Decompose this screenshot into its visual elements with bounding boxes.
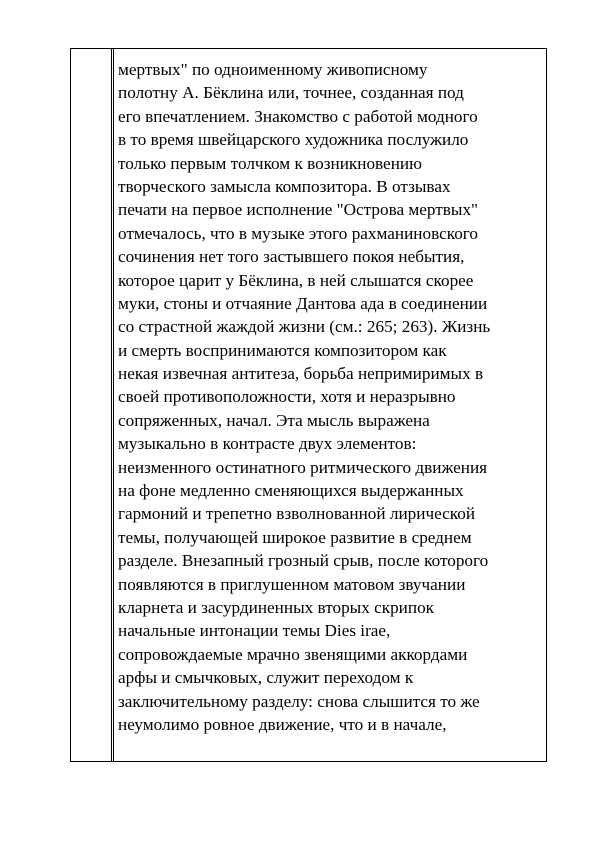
text-line: начальные интонации темы Dies irae, xyxy=(118,621,391,641)
text-line: печати на первое исполнение "Острова мертвых" xyxy=(118,200,479,220)
text-line: которое царит у Бёклина, в ней слышатся скорее xyxy=(118,270,474,290)
text-line: его впечатлением. Знакомство с работой модного xyxy=(118,106,478,126)
text-line: арфы и смычковых, служит переходом к xyxy=(118,668,414,688)
table-column-divider xyxy=(111,49,112,761)
text-line: творческого замысла композитора. В отзывах xyxy=(118,176,451,196)
text-line: со страстной жаждой жизни (см.: 265; 263). Жизнь xyxy=(118,317,491,337)
text-line: сопровождаемые мрачно звенящими аккордами xyxy=(118,644,468,664)
table-column-divider xyxy=(113,49,114,761)
body-text xyxy=(118,58,546,736)
text-line: неизменного остинатного ритмического движения xyxy=(118,457,488,477)
text-line: музыкально в контрасте двух элементов: xyxy=(118,434,417,454)
text-line: появляются в приглушенном матовом звучании xyxy=(118,574,466,594)
text-line: гармоний и трепетно взволнованной лирической xyxy=(118,504,476,524)
text-line: в то время швейцарского художника послужило xyxy=(118,130,469,150)
text-line: мертвых" по одноименному живописному xyxy=(118,60,428,79)
text-line: только первым толчком к возникновению xyxy=(118,153,422,173)
text-line: своей противоположности, хотя и неразрывно xyxy=(118,387,456,407)
text-line: на фоне медленно сменяющихся выдержанных xyxy=(118,481,464,501)
text-line: и смерть воспринимаются композитором как xyxy=(118,340,447,360)
text-line: сопряженных, начал. Эта мысль выражена xyxy=(118,410,430,430)
text-line: некая извечная антитеза, борьба непримиримых в xyxy=(118,364,484,384)
text-line: заключительному разделу: снова слышится то же xyxy=(118,691,480,711)
text-line: кларнета и засурдиненных вторых скрипок xyxy=(118,597,435,617)
text-line: разделе. Внезапный грозный срыв, после которого xyxy=(118,551,489,571)
text-line: неумолимо ровное движение, что и в начале, xyxy=(118,714,447,734)
text-line: отмечалось, что в музыке этого рахманиновского xyxy=(118,223,479,243)
text-line: полотну А. Бёклина или, точнее, созданная под xyxy=(118,83,464,103)
text-line: сочинения нет того застывшего покоя небытия, xyxy=(118,247,465,267)
text-line: муки, стоны и отчаяние Дантова ада в соединении xyxy=(118,293,488,313)
text-line: темы, получающей широкое развитие в среднем xyxy=(118,527,472,547)
